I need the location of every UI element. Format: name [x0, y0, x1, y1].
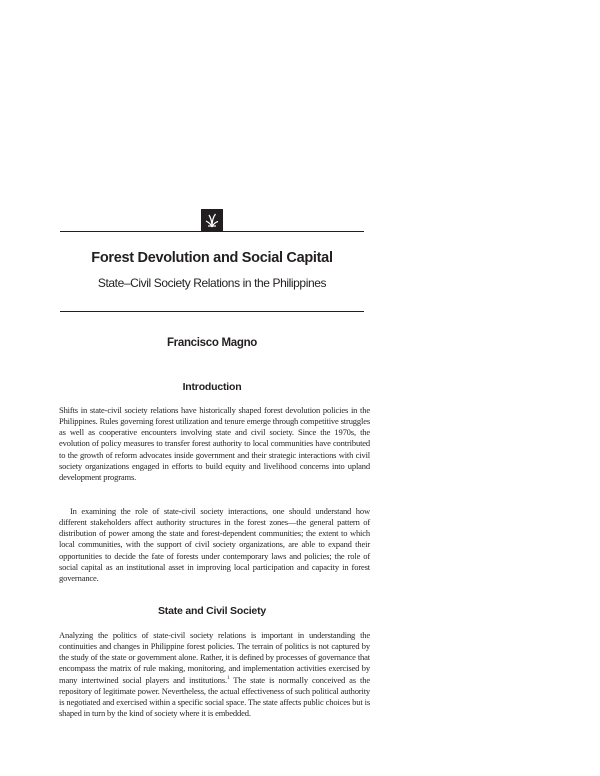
leaf-icon	[201, 209, 223, 231]
paragraph-text: Analyzing the politics of state-civil society relations is important in understanding the continuities and changes in Philippine forest policies. The terrain of politics is not captured by the study of the state or government alone. Rather, it is defined by processes of governance that encompass the matrix of rule making, monitoring, and implementation activities exercised by many intertwined social players and institutions.	[59, 630, 370, 685]
chapter-title: Forest Devolution and Social Capital	[91, 250, 333, 266]
author-name: Francisco Magno	[166, 337, 258, 349]
chapter-subtitle: State–Civil Society Relations in the Philippines	[97, 276, 327, 290]
section-heading-introduction: Introduction	[182, 381, 242, 393]
body-paragraph: In examining the role of state-civil society interactions, one should understand how different stakeholders affect authority structures in the forest zones—the general pattern of distribution of power among the state and forest-dependent communities; the extent to which local communities, with the support of civil society organizations, are able to expand their opportunities to decide the fate of forests under contemporary laws and policies; the role of social capital as an institutional asset in improving local participation and capacity in forest governance.	[59, 506, 370, 583]
paragraph-text: The state is normally conceived as the repository of legitimate power. Nevertheless, the actual effectiveness of such political authority is negotiated and exercised within a specific social space. The state affects public choices but is shaped in turn by the kind of society where it is embedded.	[59, 674, 370, 719]
section-heading-state-civil-society: State and Civil Society	[157, 605, 267, 617]
footnote-marker[interactable]: 1	[226, 675, 230, 681]
top-rule	[60, 231, 364, 232]
body-paragraph	[59, 630, 370, 719]
body-paragraph: Shifts in state-civil society relations have historically shaped forest devolution policies in the Philippines. Rules governing forest utilization and tenure emerge through competitive struggles as well as cooperative encounters involving state and civil society. Since the 1970s, the evolution of policy measures to transfer forest authority to local communities have contributed to the growth of reform advocates inside government and their strategic interactions with civil society organizations engaged in efforts to build equity and livelihood concerns into upland development programs.	[59, 405, 370, 482]
bottom-rule	[60, 311, 364, 312]
